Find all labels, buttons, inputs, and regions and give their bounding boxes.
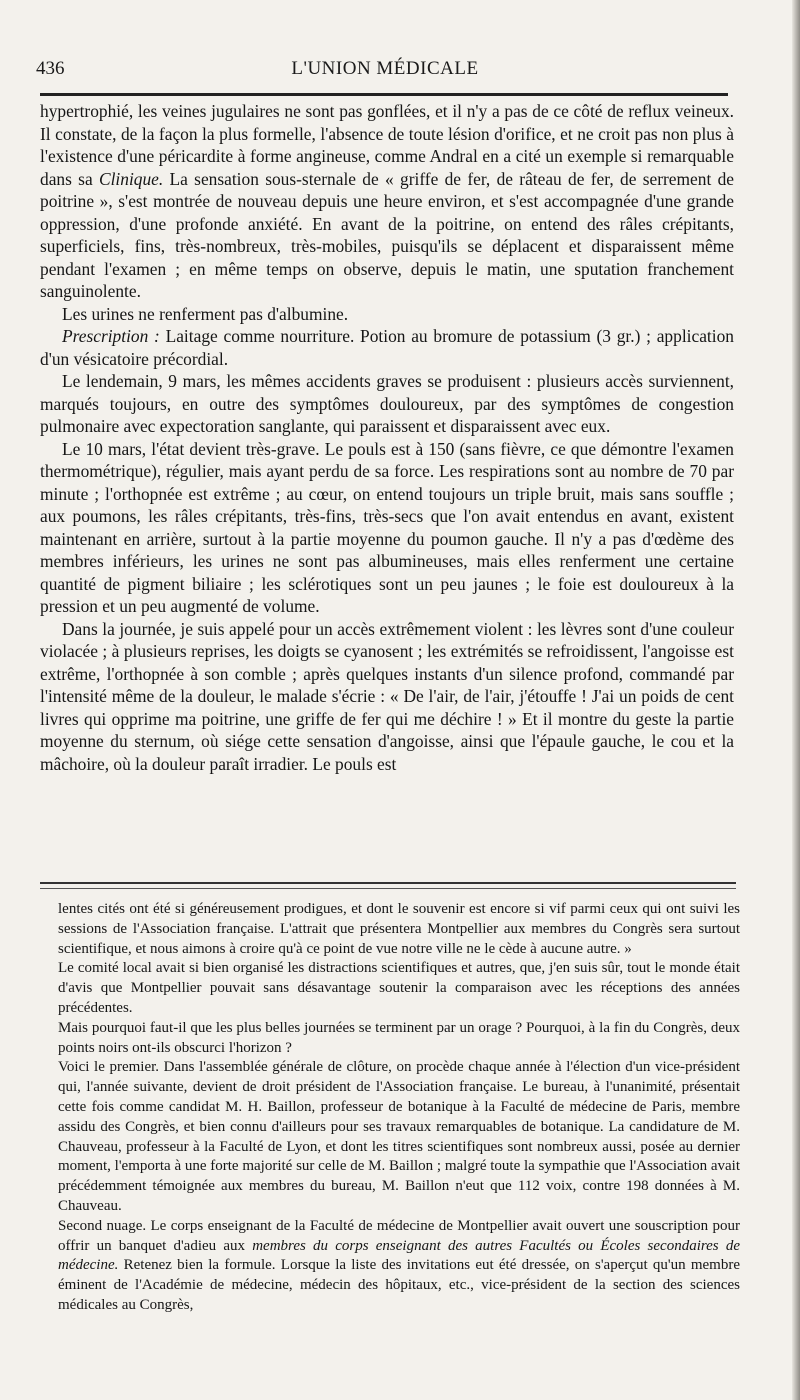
paragraph: Le 10 mars, l'état devient très-grave. Le pouls est à 150 (sans fièvre, ce que démontre l'examen thermométrique), régulier, mais ayant perdu de sa force. Les respirations sont au nombre de 70 par minute ; l'orthopnée est extrême ; au cœur, on entend toujours un triple bruit, mais sans souffle ; aux poumons, les râles crépitants, très-fins, très-secs que l'on avait entendus en avant, existent maintenant en arrière, surtout à la partie moyenne du poumon gauche. Il n'y a pas d'œdème des membres inférieurs, les urines ne sont pas albumineuses, mais elles renferment une certaine quantité de pigment biliaire ; les sclérotiques sont un peu jaunes ; le foie est douloureux à la pression et un peu augmenté de volume.: [40, 438, 734, 616]
paragraph: Les urines ne renferment pas d'albumine.: [62, 303, 349, 324]
running-title: L'UNION MÉDICALE: [291, 58, 479, 79]
page-edge-shadow: [792, 0, 800, 1400]
paragraph-text: Retenez bien la formule. Lorsque la liste des invitations eut été dressée, on s'aperçut qu'un membre éminent de l'Académie de médecine, médecin des hôpitaux, etc., vice-président de la section des sciences médicales au Congrès,: [58, 1257, 741, 1313]
italic-text: membres du corps enseignant des autres Facultés ou Écoles secondaires de médecine.: [58, 1237, 740, 1274]
paragraph: [40, 325, 734, 370]
prescription-label: Prescription :: [62, 326, 160, 346]
paragraph-text: Second nuage. Le corps enseignant de la Faculté de médecine de Montpellier avait ouvert une souscription pour offrir un banquet d'adieu aux: [58, 1217, 740, 1254]
feuilleton-text: [58, 900, 740, 1316]
paragraph: Voici le premier. Dans l'assemblée générale de clôture, on procède chaque année à l'élection d'un vice-président qui, l'année suivante, devient de droit président de l'Association française. Le bureau, à l'unanimité, présentait cette fois comme candidat M. H. Baillon, professeur de botanique à la Faculté de médecine de Paris, membre assidu des Congrès, et bien connu d'ailleurs pour ses travaux remarquables de botanique. La candidature de M. Chauveau, professeur à la Faculté de Lyon, et dont les titres scientifiques sont nombreux aussi, posée au dernier moment, l'emporta à une forte majorité sur celle de M. Baillon ; malgré toute la sympathie que l'Association avait précédemment témoignée aux membres du bureau, M. Baillon n'eut que 112 voix, contre 198 données à M. Chauveau.: [58, 1059, 740, 1214]
page-header: [36, 58, 734, 86]
paragraph: lentes cités ont été si généreusement prodigues, et dont le souvenir est encore si vif parmi ceux qui ont suivi les sessions de l'Association française. L'attrait que présentera Montpellier aux membres du Congrès sera surtout scientifique, et nous aimons à croire qu'à ce point de vue notre ville ne le cède à aucune autre. »: [58, 901, 740, 957]
feuilleton-rule: [40, 882, 736, 889]
main-text: [40, 100, 734, 775]
paragraph: Dans la journée, je suis appelé pour un accès extrêmement violent : les lèvres sont d'une couleur violacée ; à plusieurs reprises, les doigts se cyanosent ; les extrémités se refroidissent, l'angoisse est extrême, l'orthopnée à son comble ; après quelques instants d'un silence profond, commandé par l'intensité même de la douleur, le malade s'écrie : « De l'air, de l'air, j'étouffe ! J'ai un poids de cent livres qui opprime ma poitrine, une griffe de fer qui me déchire ! » Et il montre du geste la partie moyenne du sternum, où siége cette sensation d'angoisse, ainsi que l'épaule gauche, le cou et la mâchoire, où la douleur paraît irradier. Le pouls est: [40, 618, 734, 774]
paragraph: [40, 100, 734, 303]
italic-text: Clinique.: [98, 168, 164, 189]
paragraph-text: Laitage comme nourriture. Potion au bromure de potassium (3 gr.) ; application d'un vésicatoire précordial.: [40, 326, 734, 369]
paragraph: Mais pourquoi faut-il que les plus belles journées se terminent par un orage ? Pourquoi, à la fin du Congrès, deux points noirs ont-ils obscurci l'horizon ?: [58, 1019, 740, 1056]
header-rule: [40, 93, 728, 96]
paragraph: Le comité local avait si bien organisé les distractions scientifiques et autres, que, j'en suis sûr, tout le monde était d'avis que Montpellier pouvait sans désavantage soutenir la comparaison avec les réceptions des années précédentes.: [58, 960, 740, 1016]
paragraph: [58, 1217, 740, 1316]
paragraph-text: hypertrophié, les veines jugulaires ne sont pas gonflées, et il n'y a pas de ce côté de reflux veineux. Il constate, de la façon la plus formelle, l'absence de toute lésion d'orifice, et ne croit pas non plus à l'existence d'une péricardite à forme angineuse, comme Andral en a cité un exemple si remarquable dans sa: [40, 101, 734, 189]
paragraph: Le lendemain, 9 mars, les mêmes accidents graves se produisent : plusieurs accès surviennent, marqués toujours, en outre des symptômes douloureux, par des symptômes de congestion pulmonaire avec expectoration sanglante, qui paraissent et disparaissent avec eux.: [40, 371, 734, 436]
page-number: 436: [36, 58, 65, 79]
paragraph-text: La sensation sous-sternale de « griffe de fer, de râteau de fer, de serrement de poitrine », s'est montrée de nouveau depuis une heure environ, et s'est accompagnée d'une grande oppression, d'une profonde anxiété. En avant de la poitrine, on entend des râles crépitants, superficiels, fins, très-nombreux, très-mobiles, puisqu'ils se déplacent et disparaissent même pendant l'examen ; en même temps on observe, depuis le matin, une sputation franchement sanguinolente.: [40, 168, 734, 301]
